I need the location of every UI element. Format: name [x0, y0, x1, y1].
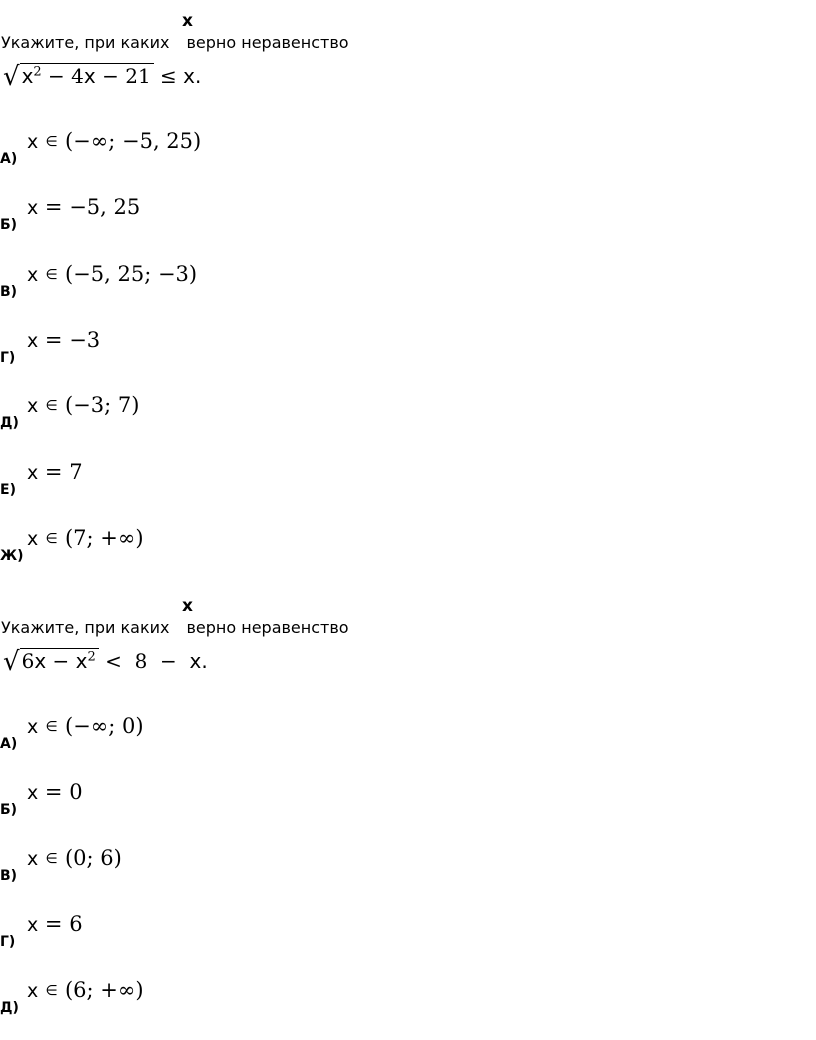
- option-c-expression: x ∈ (0; 6): [27, 846, 122, 870]
- question-variable: x: [182, 11, 193, 31]
- option-e-label: Д): [0, 1000, 19, 1016]
- option-g-label: Ж): [0, 548, 24, 564]
- option-d-label: Г): [0, 934, 16, 950]
- option-a-label: А): [0, 151, 18, 167]
- option-c-label: В): [0, 868, 18, 884]
- radicand: $x^2 - 4x - 21$: [20, 63, 154, 88]
- question-variable: x: [182, 596, 193, 616]
- question-prompt: Укажите, при каких верно неравенство: [1, 618, 349, 637]
- option-c-label: В): [0, 284, 18, 300]
- option-a-expression: x ∈ (−∞; −5, 25): [27, 129, 202, 153]
- sqrt-icon: √: [3, 647, 20, 677]
- option-b-label: Б): [0, 217, 18, 233]
- question-prompt: Укажите, при каких верно неравенство: [1, 33, 349, 52]
- inequality-formula: √ $6x - x^2 < 8 - x$.: [3, 647, 208, 677]
- option-e-expression: x ∈ (−3; 7): [27, 393, 140, 417]
- option-a-expression: x ∈ (−∞; 0): [27, 714, 144, 738]
- option-f-expression: x = 7: [27, 460, 83, 484]
- option-e-label: Д): [0, 415, 19, 431]
- option-f-label: Е): [0, 482, 16, 498]
- radicand: $6x - x^2$: [20, 648, 99, 673]
- option-b-expression: x = −5, 25: [27, 195, 141, 219]
- option-d-expression: x = −3: [27, 328, 101, 352]
- option-b-expression: x = 0: [27, 780, 83, 804]
- option-e-expression: x ∈ (6; +∞): [27, 978, 144, 1002]
- option-b-label: Б): [0, 802, 18, 818]
- option-d-expression: x = 6: [27, 912, 83, 936]
- inequality-formula: √ $x^2 - 4x - 21 \le x$.: [3, 62, 202, 92]
- sqrt-icon: √: [3, 62, 20, 92]
- option-g-expression: x ∈ (7; +∞): [27, 526, 144, 550]
- option-a-label: А): [0, 736, 18, 752]
- option-c-expression: x ∈ (−5, 25; −3): [27, 262, 198, 286]
- option-d-label: Г): [0, 350, 16, 366]
